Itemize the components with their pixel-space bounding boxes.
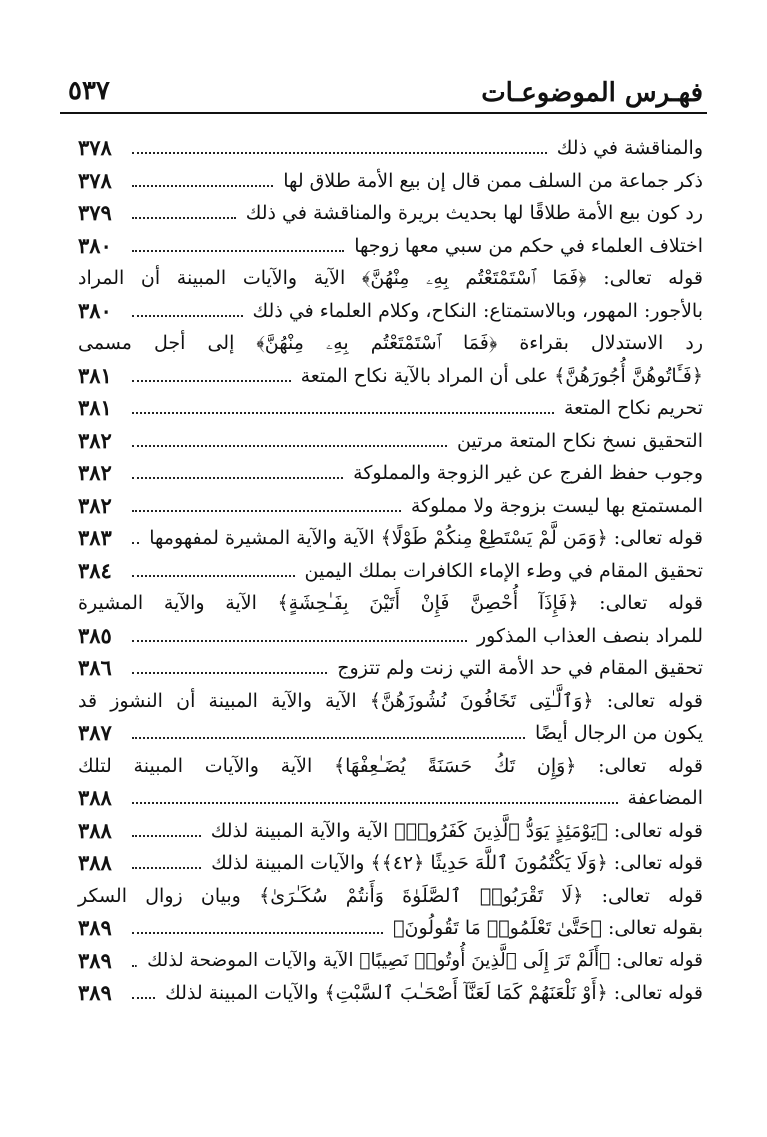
page-number: ٥٣٧ bbox=[68, 76, 110, 106]
toc-entry-page: ٣٨٢ bbox=[78, 460, 112, 485]
toc-entry bbox=[78, 587, 703, 620]
dot-leader bbox=[132, 965, 137, 967]
toc-entry-page: ٣٨١ bbox=[78, 362, 112, 388]
toc-entry-page: ٣٧٨ bbox=[78, 135, 112, 160]
toc-entry-text: قوله تعالى: ﴿وَٱلَّـٰتِى تَخَافُونَ نُشُوزَهُنَّ﴾ الآية والآية المبينة أن النشوز قد bbox=[78, 689, 703, 712]
toc-entry bbox=[78, 457, 703, 490]
toc-entry bbox=[78, 327, 703, 360]
toc-entry-page: ٣٨٠ bbox=[78, 232, 112, 258]
toc-entry-text: قوله تعالى: ﴿لَا تَقْرَبُوا۟ ٱلصَّلَوٰةَ وَأَنتُمْ سُكَـٰرَىٰ﴾ وبيان زوال السكر bbox=[78, 884, 703, 907]
toc-entry-page: ٣٨٣ bbox=[78, 525, 112, 550]
toc-entry-page: ٣٨٨ bbox=[78, 850, 112, 875]
toc-entry-text: قوله تعالى: ﴿أَوْ نَلْعَنَهُمْ كَمَا لَعَنَّآ أَصْحَـٰبَ ٱلسَّبْتِ﴾ والآيات المبينة لذلك bbox=[165, 982, 703, 1004]
dot-leader bbox=[132, 672, 327, 674]
dot-leader bbox=[132, 640, 467, 642]
page-title: فهـرس الموضوعـات bbox=[481, 78, 703, 108]
toc-entry-text: وجوب حفظ الفرج عن غير الزوجة والمملوكة bbox=[353, 462, 703, 484]
dot-leader bbox=[132, 510, 401, 512]
dot-leader bbox=[132, 217, 236, 219]
toc-entry bbox=[78, 880, 703, 913]
toc-entry-page: ٣٨٩ bbox=[78, 980, 112, 1005]
toc-entry-text: رد الاستدلال بقراءة ﴿فَمَا ٱسْتَمْتَعْتُم بِهِۦ مِنْهُنَّ﴾ إلى أجل مسمى bbox=[78, 332, 703, 354]
dot-leader bbox=[132, 737, 525, 739]
toc-entry-text: ﴿فَـَٔاتُوهُنَّ أُجُورَهُنَّ﴾ على أن المراد بالآية نكاح المتعة bbox=[300, 364, 703, 387]
toc-entry-text: يكون من الرجال أيضًا bbox=[534, 722, 703, 744]
toc-entry-page: ٣٨٦ bbox=[78, 655, 112, 680]
toc-entry bbox=[78, 620, 703, 653]
toc-entry bbox=[78, 425, 703, 458]
toc-entry bbox=[78, 392, 703, 425]
toc-entry bbox=[78, 815, 703, 848]
dot-leader bbox=[132, 575, 295, 577]
dot-leader bbox=[132, 412, 554, 414]
toc-entry-text: تحقيق المقام في حد الأمة التي زنت ولم تتزوج bbox=[337, 657, 703, 679]
toc-entry-page: ٣٨٠ bbox=[78, 297, 112, 323]
dot-leader bbox=[132, 250, 344, 252]
toc-entry-text: رد كون بيع الأمة طلاقًا لها بحديث بريرة والمناقشة في ذلك bbox=[245, 202, 703, 224]
toc-entry bbox=[78, 847, 703, 880]
toc-entry bbox=[78, 522, 703, 555]
toc-entry-text: تحريم نكاح المتعة bbox=[563, 397, 703, 419]
toc-entry bbox=[78, 977, 703, 1010]
toc-entry-page: ٣٨٥ bbox=[78, 622, 112, 648]
toc-entry-text: للمراد بنصف العذاب المذكور bbox=[476, 624, 703, 647]
dot-leader bbox=[132, 315, 243, 317]
toc-entry bbox=[78, 165, 703, 198]
toc-entry-text: بالأجور: المهور، وبالاستمتاع: النكاح، وكلام العلماء في ذلك bbox=[252, 299, 703, 322]
toc-entry-text: اختلاف العلماء في حكم من سبي معها زوجها bbox=[354, 234, 703, 257]
toc-entry-page: ٣٧٩ bbox=[78, 200, 112, 225]
toc-entry-text: قوله تعالى: ﴿فَإِذَآ أُحْصِنَّ فَإِنْ أَتَيْنَ بِفَـٰحِشَةٍ﴾ الآية والآية المشيرة bbox=[78, 592, 703, 614]
toc-entry-text: المضاعفة bbox=[627, 787, 703, 809]
toc-entry-text: قوله تعالى: ﴿فَمَا ٱسْتَمْتَعْتُم بِهِۦ مِنْهُنَّ﴾ الآية والآيات المبينة أن المراد bbox=[78, 267, 703, 289]
toc-entry-page: ٣٨٤ bbox=[78, 557, 112, 583]
toc-entry bbox=[78, 912, 703, 945]
toc-entry-text: ذكر جماعة من السلف ممن قال إن بيع الأمة طلاق لها bbox=[283, 169, 703, 192]
toc-entry-text: قوله تعالى: ﴿يَوْمَئِذٍ يَوَدُّ ٱلَّذِينَ كَفَرُوا۟﴾ الآية والآية المبينة لذلك bbox=[210, 819, 703, 842]
dot-leader bbox=[132, 380, 291, 382]
dot-leader bbox=[132, 997, 155, 999]
toc-entry bbox=[78, 945, 703, 978]
toc-entry bbox=[78, 652, 703, 685]
toc-entry-page: ٣٨٧ bbox=[78, 720, 112, 745]
toc-entry-page: ٣٨٢ bbox=[78, 492, 112, 518]
toc-entry-text: تحقيق المقام في وطء الإماء الكافرات بملك اليمين bbox=[304, 559, 703, 582]
dot-leader bbox=[132, 802, 618, 804]
toc-entry bbox=[78, 685, 703, 718]
toc-entry bbox=[78, 555, 703, 588]
dot-leader bbox=[132, 932, 383, 934]
toc-entry-page: ٣٨٢ bbox=[78, 427, 112, 453]
toc-entry-page: ٣٨٨ bbox=[78, 817, 112, 843]
toc-entry-text: المستمتع بها ليست بزوجة ولا مملوكة bbox=[410, 494, 703, 517]
toc-entry bbox=[78, 132, 703, 165]
dot-leader bbox=[132, 152, 547, 154]
toc-entry-text: بقوله تعالى: ﴿حَتَّىٰ تَعْلَمُوا۟ مَا تَقُولُونَ﴾ bbox=[393, 917, 703, 939]
dot-leader bbox=[132, 445, 447, 447]
dot-leader bbox=[132, 477, 343, 479]
toc-entry bbox=[78, 717, 703, 750]
toc-entry bbox=[78, 750, 703, 783]
page-header bbox=[60, 66, 707, 114]
toc-entry-page: ٣٨٩ bbox=[78, 947, 112, 973]
toc-entry-page: ٣٨٨ bbox=[78, 785, 112, 810]
toc-entry bbox=[78, 262, 703, 295]
toc-entry bbox=[78, 360, 703, 393]
toc-entry bbox=[78, 295, 703, 328]
toc-entry-page: ٣٨١ bbox=[78, 395, 112, 420]
toc-entry-text: قوله تعالى: ﴿وَمَن لَّمْ يَسْتَطِعْ مِنكُمْ طَوْلًا﴾ الآية والآية المشيرة لمفهومها bbox=[149, 527, 703, 549]
toc-entry bbox=[78, 490, 703, 523]
table-of-contents bbox=[78, 132, 703, 1010]
toc-entry bbox=[78, 197, 703, 230]
dot-leader bbox=[132, 835, 201, 837]
dot-leader bbox=[132, 542, 139, 544]
toc-entry-text: قوله تعالى: ﴿وَلَا يَكْتُمُونَ ٱللَّهَ حَدِيثًا ﴿٤٢﴾﴾ والآيات المبينة لذلك bbox=[211, 852, 703, 874]
toc-entry-text: قوله تعالى: ﴿أَلَمْ تَرَ إِلَى ٱلَّذِينَ أُوتُوا۟ نَصِيبًا﴾ الآية والآيات الموضحة لذلك bbox=[147, 949, 703, 971]
dot-leader bbox=[132, 867, 201, 869]
toc-entry-page: ٣٨٩ bbox=[78, 915, 112, 940]
toc-entry-page: ٣٧٨ bbox=[78, 167, 112, 193]
toc-entry-text: والمناقشة في ذلك bbox=[556, 137, 703, 159]
toc-entry-text: قوله تعالى: ﴿وَإِن تَكُ حَسَنَةً يُضَـٰعِفْهَا﴾ الآية والآيات المبينة لتلك bbox=[78, 754, 703, 777]
toc-entry bbox=[78, 782, 703, 815]
toc-entry-text: التحقيق نسخ نكاح المتعة مرتين bbox=[456, 429, 703, 452]
toc-entry bbox=[78, 230, 703, 263]
dot-leader bbox=[132, 185, 273, 187]
